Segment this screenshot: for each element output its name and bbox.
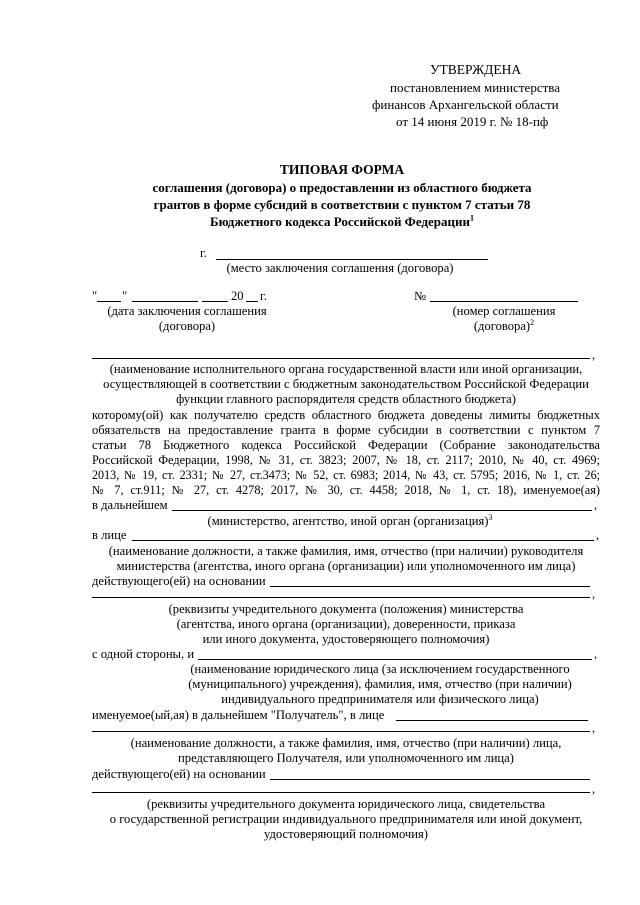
party2-caption-2: (муниципального) учреждения), фамилия, имя, отчество (при наличии) [188,677,572,691]
executive-caption-2: осуществляющей в соответствии с бюджетным законодательством Российской Федерации [103,377,589,391]
comma: , [594,498,598,512]
footnote-2: 2 [530,317,535,327]
docs2-caption-2: о государственной регистрации индивидуального предпринимателя или иной документ, [109,812,583,826]
place-prefix: г. [200,246,207,260]
number-caption-2: (договора)$^2$ [473,317,535,333]
person-caption-1: (наименование должности, а также фамилия, имя, отчество (при наличии) руководителя [108,544,584,558]
recipient-prefix: именуемое(ый,ая) в дальнейшем "Получатель", в лице [92,708,385,722]
body-line-5: 2013, № 19, ст. 2331; № 27, ст.3473; № 52, ст. 6983; 2014, № 43, ст. 5795; 2016, № 1, ст. 26; [92,468,600,482]
date-open-quote: " [92,289,98,303]
body-line-1: которому(ой) как получателю средств областного бюджета доведены лимиты бюджетных [92,408,600,422]
party2-prefix: с одной стороны, и [92,647,195,661]
form-subtitle-line-1: соглашения (договора) о предоставлении из областного бюджета [152,180,532,195]
body-line-3: статьи 78 Бюджетного кодекса Российской Федерации (Собрание законодательства [92,438,600,452]
comma: , [592,348,596,362]
body-line-4: Российской Федерации, 1998, № 31, ст. 3823; 2007, № 18, ст. 2117; 2010, № 40, ст. 4969; [92,453,600,467]
hereinafter-line[interactable] [172,510,592,511]
date-day-line[interactable] [97,301,121,302]
person-basis-line[interactable] [270,586,590,587]
recipient-person-line-2[interactable] [92,731,590,732]
comma: , [596,528,600,542]
docs1-caption-1: (реквизиты учредительного документа (положения) министерства [168,602,524,616]
date-caption-1: (дата заключения соглашения [107,304,267,318]
docs2-caption-1: (реквизиты учредительного документа юридического лица, свидетельства [146,797,546,811]
approval-line-1: постановлением министерства [390,80,561,95]
person-acting-label: действующего(ей) на основании [92,574,266,588]
person-basis-line-2[interactable] [92,597,590,598]
comma: , [592,721,596,735]
date-caption-2: (договора) [158,319,216,333]
date-close-quote: " [122,289,128,303]
date-year-prefix: 20 [231,289,244,303]
form-title: ТИПОВАЯ ФОРМА [279,162,405,177]
executive-name-line[interactable] [92,358,590,359]
docs1-caption-2: (агентства, иного органа (организации), доверенности, приказа [176,617,516,631]
number-caption-1: (номер соглашения [452,304,556,318]
date-month-line-2 [202,301,228,302]
form-subtitle-line-2: грантов в форме субсидий в соответствии с пунктом 7 статьи 78 [153,197,531,212]
footnote-3: 3 [488,512,493,522]
person-caption-2: министерства (агентства, иного органа (организации) или уполномоченного им лица) [116,559,576,573]
person-line[interactable] [132,540,594,541]
comma: , [594,647,598,661]
recipient-caption-1: (наименование должности, а также фамилия, имя, отчество (при наличии) лица, [130,736,562,750]
comma: , [592,587,596,601]
form-subtitle-line-3: Бюджетного кодекса Российской Федерации$^1$ [209,213,474,229]
date-month-line[interactable] [132,301,198,302]
party2-caption-1: (наименование юридического лица (за исключением государственного [190,662,570,676]
person-prefix: в лице [92,528,127,542]
comma: , [592,782,596,796]
party2-caption-3: индивидуального предпринимателя или физического лица) [221,692,539,706]
hereinafter-prefix: в дальнейшем [92,498,168,512]
body-line-6: № 7, ст.911; № 27, ст. 4278; 2017, № 30, ст. 4458; 2018, № 1, ст. 18), именуемое(ая) [92,483,600,497]
party2-line[interactable] [198,659,592,660]
docs1-caption-3: или иного документа, удостоверяющего полномочия) [202,632,490,646]
date-year-line[interactable] [246,301,258,302]
number-prefix: № [414,289,427,303]
hereinafter-caption: (министерство, агентство, иной орган (организация)$^3$ [207,512,493,528]
approval-title: УТВЕРЖДЕНА [430,62,522,77]
recipient-caption-2: представляющего Получателя, или уполномоченного им лица) [178,751,514,765]
body-line-2: обязательств на предоставление гранта в форме субсидии в соответствии с пунктом 7 [92,423,600,437]
place-caption: (место заключения соглашения (договора) [226,261,454,275]
date-year-suffix: г. [260,289,267,303]
recipient-acting-label: действующего(ей) на основании [92,767,266,781]
docs2-caption-3: удостоверяющий полномочия) [264,827,428,841]
approval-line-2: финансов Архангельской области [372,97,559,112]
executive-caption-3: функции главного распорядителя средств областного бюджета) [176,392,516,406]
approval-line-3: от 14 июня 2019 г. № 18-пф [396,114,549,129]
recipient-person-line[interactable] [396,720,588,721]
place-line[interactable] [216,259,488,260]
recipient-basis-line[interactable] [270,779,590,780]
recipient-basis-line-2[interactable] [92,792,590,793]
number-line[interactable] [430,301,578,302]
executive-caption-1: (наименование исполнительного органа государственной власти или иной организации, [109,362,583,376]
footnote-1: 1 [470,213,474,223]
